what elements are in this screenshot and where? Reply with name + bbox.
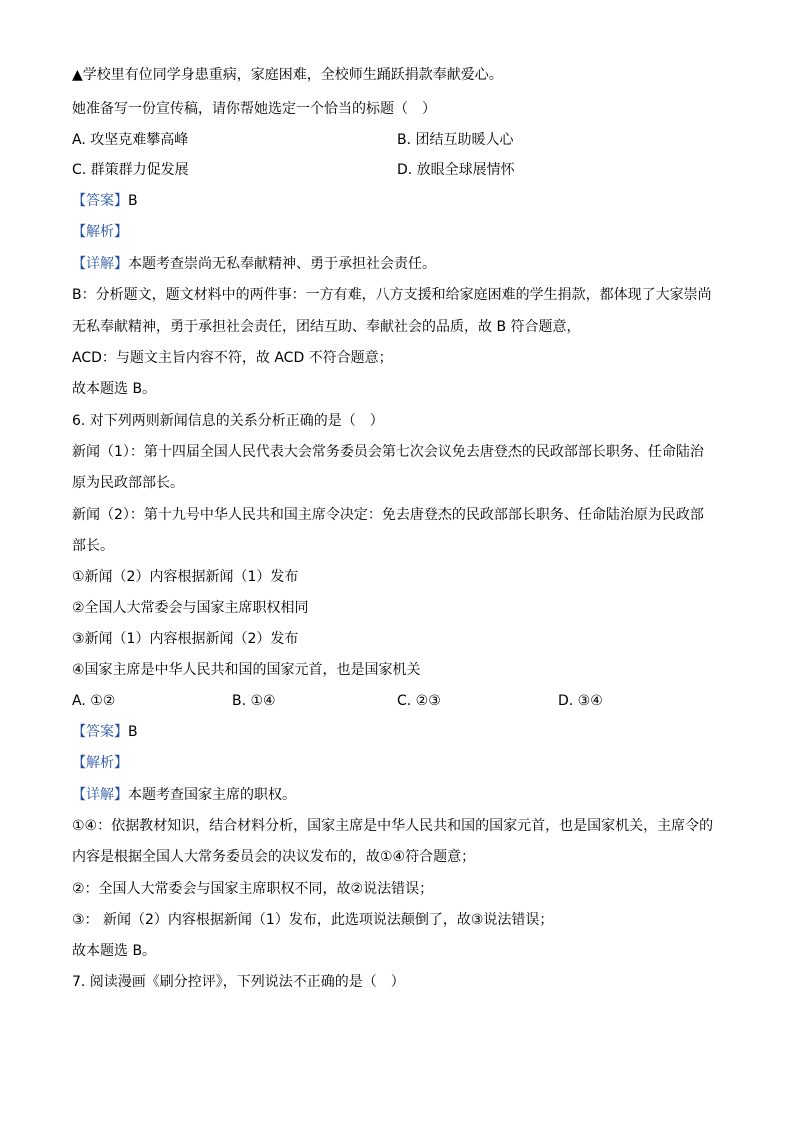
- q6-item-2: ②全国人大常委会与国家主席职权相同: [72, 600, 309, 616]
- q6-answer-line: [72, 721, 734, 743]
- q5-detail-text: 本题考查崇尚无私奉献精神、勇于承担社会责任。: [128, 256, 436, 272]
- q6-options-row: [72, 690, 752, 712]
- q5-stem-line-2: 她准备写一份宣传稿，请你帮她选定一个恰当的标题（ ）: [72, 101, 436, 117]
- q5-option-d: D. 放眼全球展情怀: [397, 162, 515, 178]
- q5-option-a: A. 攻坚克难攀高峰: [72, 132, 189, 148]
- q5-detail-tag: 【详解】: [72, 256, 128, 272]
- q5-options-row-2: [72, 159, 752, 181]
- q6-item-4: ④国家主席是中华人民共和国的国家元首，也是国家机关: [72, 662, 421, 678]
- q6-option-a: A. ①②: [72, 693, 116, 709]
- q5-detail-line: [72, 253, 734, 275]
- q6-analysis-label: 【解析】: [72, 755, 128, 771]
- q5-analysis-tag: [72, 221, 734, 243]
- q6-news2-line-2: 部长。: [72, 538, 114, 554]
- q5-answer-tag: 【答案】: [72, 193, 128, 209]
- q6-news2-line-1: 新闻（2）：第十九号中华人民共和国主席令决定：免去唐登杰的民政部部长职务、任命陆治原为民政部: [72, 507, 704, 523]
- q6-stem: 6. 对下列两则新闻信息的关系分析正确的是（ ）: [72, 413, 384, 429]
- q5-stem-line-1: ▲学校里有位同学身患重病，家庭困难，全校师生踊跃捐款奉献爱心。: [72, 67, 503, 83]
- q6-option-b: B. ①④: [232, 693, 276, 709]
- q6-explanation-line-4: ③： 新闻（2）内容根据新闻（1）发布，此选项说法颠倒了，故③说法错误；: [72, 912, 554, 928]
- q6-item-1: ①新闻（2）内容根据新闻（1）发布: [72, 569, 299, 585]
- q5-explanation-line-3: ACD：与题文主旨内容不符，故 ACD 不符合题意；: [72, 350, 393, 366]
- q5-explanation-line-2: 无私奉献精神，勇于承担社会责任，团结互助、奉献社会的品质，故 B 符合题意，: [72, 319, 581, 335]
- q5-explanation-line-1: B：分析题文，题文材料中的两件事：一方有难，八方支援和给家庭困难的学生捐款，都体现了大家崇尚: [72, 287, 712, 303]
- q6-explanation-line-1: ①④：依据教材知识，结合材料分析，国家主席是中华人民共和国的国家元首，也是国家机关，主席令的: [72, 818, 714, 834]
- q6-answer-tag: 【答案】: [72, 724, 128, 740]
- q6-explanation-line-2: 内容是根据全国人大常务委员会的决议发布的，故①④符合题意；: [72, 849, 476, 865]
- q6-news1-line-2: 原为民政部部长。: [72, 475, 184, 491]
- q5-explanation-line-4: 故本题选 B。: [72, 381, 157, 397]
- q6-option-d: D. ③④: [558, 693, 603, 709]
- q6-explanation-line-3: ②：全国人大常委会与国家主席职权不同，故②说法错误；: [72, 881, 434, 897]
- q6-item-3: ③新闻（1）内容根据新闻（2）发布: [72, 631, 299, 647]
- q5-option-c: C. 群策群力促发展: [72, 162, 189, 178]
- q5-option-b: B. 团结互助暖人心: [397, 132, 514, 148]
- q6-analysis-tag: [72, 752, 734, 774]
- q7-stem: 7. 阅读漫画《刷分控评》，下列说法不正确的是（ ）: [72, 974, 405, 990]
- q6-detail-text: 本题考查国家主席的职权。: [128, 787, 296, 803]
- q5-options-row-1: [72, 129, 752, 151]
- q5-answer-value: B: [128, 193, 138, 209]
- q5-answer-line: [72, 190, 734, 212]
- q6-option-c: C. ②③: [397, 693, 441, 709]
- q6-explanation-line-5: 故本题选 B。: [72, 943, 157, 959]
- q6-detail-tag: 【详解】: [72, 787, 128, 803]
- q6-detail-line: [72, 784, 734, 806]
- q5-analysis-label: 【解析】: [72, 224, 128, 240]
- q6-news1-line-1: 新闻（1）：第十四届全国人民代表大会常务委员会第七次会议免去唐登杰的民政部部长职务、任命陆治: [72, 444, 704, 460]
- q6-answer-value: B: [128, 724, 138, 740]
